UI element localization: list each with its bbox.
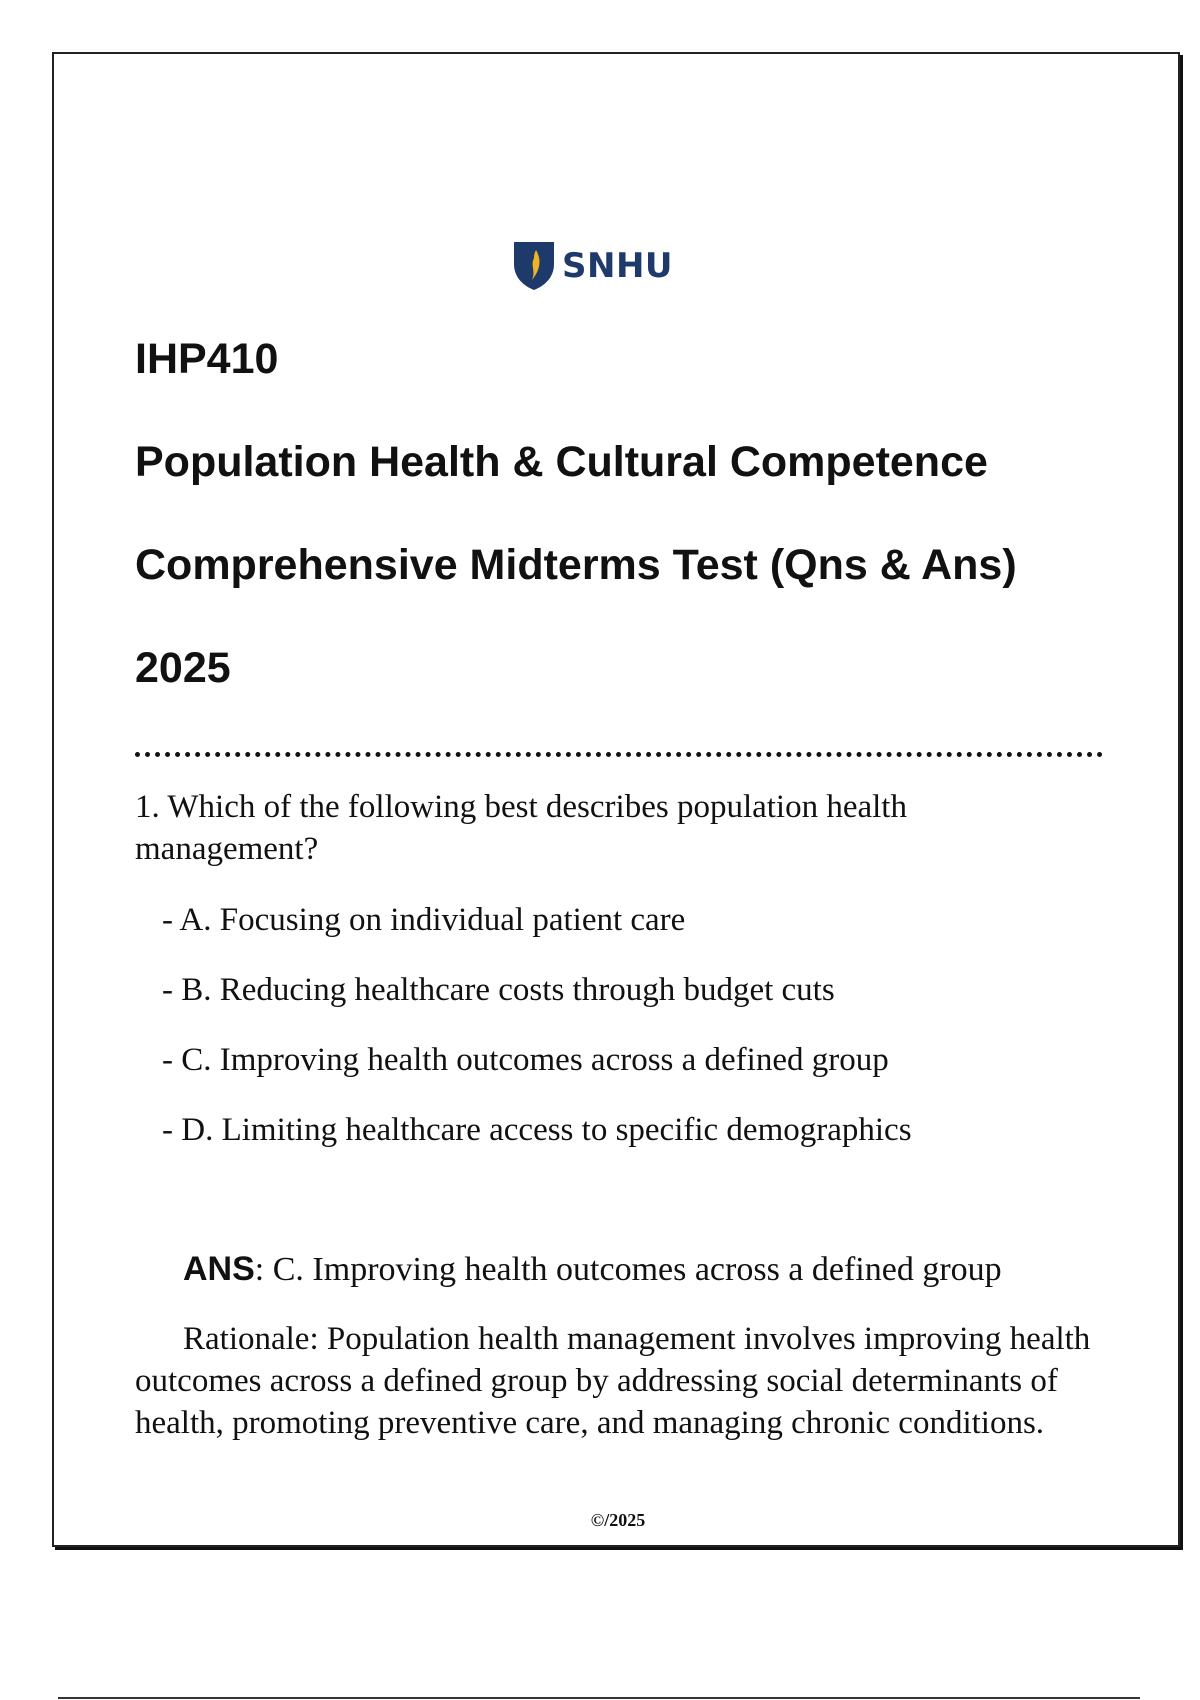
rationale-text: Rationale: Population health management involves improving health outcomes across a defined group by addressing social determinants of health, promoting preventive care, and managing chronic conditions. — [135, 1321, 1091, 1441]
option-c: - C. Improving health outcomes across a defined group — [162, 1042, 889, 1078]
copyright-footer: ©/2025 — [590, 1510, 646, 1530]
dotted-divider — [135, 752, 1103, 757]
option-d: - D. Limiting healthcare access to specific demographics — [162, 1112, 912, 1148]
shield-icon — [512, 240, 556, 292]
snhu-logo — [512, 240, 673, 292]
answer-line — [183, 1250, 1002, 1289]
option-b: - B. Reducing healthcare costs through budget cuts — [162, 972, 835, 1008]
test-name: Comprehensive Midterms Test (Qns & Ans) — [135, 541, 1017, 589]
bottom-divider — [58, 1697, 1140, 1699]
title-year: 2025 — [135, 644, 231, 692]
option-a: - A. Focusing on individual patient care — [162, 902, 686, 938]
question-text: 1. Which of the following best describes population health management? — [135, 789, 907, 867]
course-code: IHP410 — [135, 335, 279, 383]
logo-text: SNHU — [562, 246, 674, 286]
answer-text: : C. Improving health outcomes across a defined group — [254, 1251, 1002, 1288]
answer-label: ANS — [183, 1250, 255, 1288]
course-name: Population Health & Cultural Competence — [135, 438, 988, 486]
